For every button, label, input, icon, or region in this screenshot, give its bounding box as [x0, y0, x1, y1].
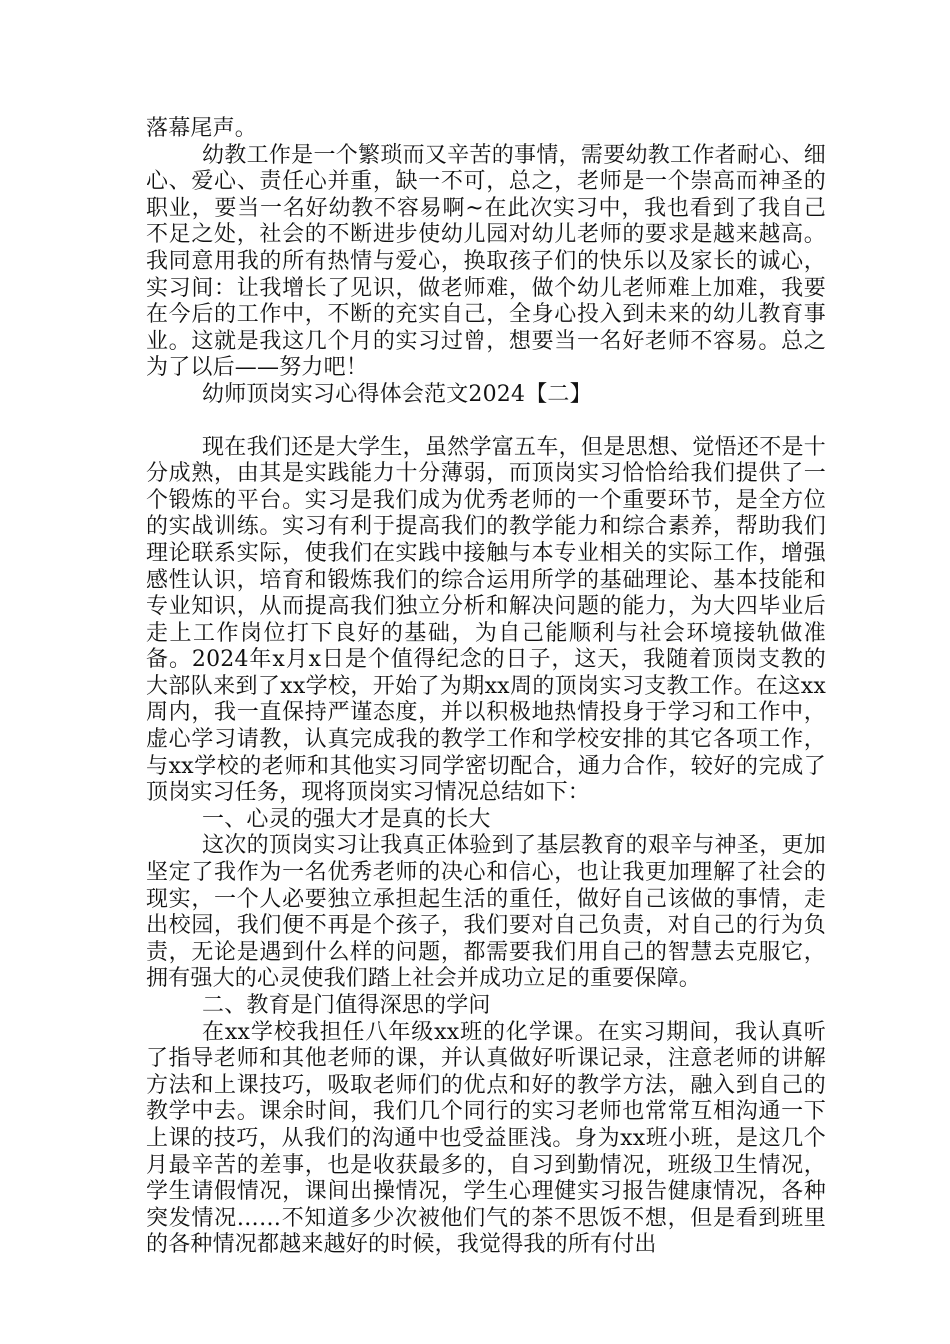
section-heading-two: 幼师顶岗实习心得体会范文2024【二】	[202, 381, 592, 407]
paragraph-section-one: 这次的顶岗实习让我真正体验到了基层教育的艰辛与神圣，更加坚定了我作为一名优秀老师的决心和信心，也让我更加理解了社会的现实，一个人必要独立承担起生活的重任，做好自己该做的事情，走出校园，我们便不再是个孩子，我们要对自己负责，对自己的行为负责，无论是遇到什么样的问题，都需要我们用自己的智慧去克服它，拥有强大的心灵使我们踏上社会并成功立足的重要保障。	[146, 833, 826, 992]
document-page	[146, 116, 826, 1259]
paragraph-introduction: 现在我们还是大学生，虽然学富五车，但是思想、觉悟还不是十分成熟，由其是实践能力十分薄弱，而顶岗实习恰恰给我们提供了一个锻炼的平台。实习是我们成为优秀老师的一个重要环节，是全方位的实战训练。实习有利于提高我们的教学能力和综合素养，帮助我们理论联系实际，使我们在实践中接触与本专业相关的实际工作，增强感性认识，培育和锻炼我们的综合运用所学的基础理论、基本技能和专业知识，从而提高我们独立分析和解决问题的能力，为大四毕业后走上工作岗位打下良好的基础，为自己能顺利与社会环境接轨做准备。2024年x月x日是个值得纪念的日子，这天，我随着顶岗支教的大部队来到了xx学校，开始了为期xx周的顶岗实习支教工作。在这xx周内，我一直保持严谨态度，并以积极地热情投身于学习和工作中，虚心学习请教，认真完成我的教学工作和学校安排的其它各项工作，与xx学校的老师和其他实习同学密切配合，通力合作，较好的完成了顶岗实习任务，现将顶岗实习情况总结如下：	[146, 434, 826, 806]
paragraph-closing-line: 落幕尾声。	[146, 116, 258, 141]
subheading-one: 一、心灵的强大才是真的长大	[202, 806, 491, 832]
blank-line	[146, 409, 826, 435]
paragraph-section-two: 在xx学校我担任八年级xx班的化学课。在实习期间，我认真听了指导老师和其他老师的课，并认真做好听课记录，注意老师的讲解方法和上课技巧，吸取老师们的优点和好的教学方法，融入到自己的教学中去。课余时间，我们几个同行的实习老师也常常互相沟通一下上课的技巧，从我们的沟通中也受益匪浅。身为xx班小班，是这几个月最辛苦的差事，也是收获最多的，自习到勤情况，班级卫生情况，学生请假情况，课间出操情况，学生心理健实习报告健康情况，各种突发情况……不知道多少次被他们气的茶不思饭不想，但是看到班里的各种情况都越来越好的时候，我觉得我的所有付出	[146, 1019, 826, 1258]
paragraph-reflection: 幼教工作是一个繁琐而又辛苦的事情，需要幼教工作者耐心、细心、爱心、责任心并重，缺一不可，总之，老师是一个崇高而神圣的职业，要当一名好幼教不容易啊~在此次实习中，我也看到了我自己不足之处，社会的不断进步使幼儿园对幼儿老师的要求是越来越高。我同意用我的所有热情与爱心，换取孩子们的快乐以及家长的诚心，实习间：让我增长了见识，做老师难，做个幼儿老师难上加难，我要在今后的工作中，不断的充实自己，全身心投入到未来的幼儿教育事业。这就是我这几个月的实习过曾，想要当一名好老师不容易。总之为了以后——努力吧！	[146, 142, 826, 381]
subheading-two: 二、教育是门值得深思的学问	[202, 993, 491, 1018]
